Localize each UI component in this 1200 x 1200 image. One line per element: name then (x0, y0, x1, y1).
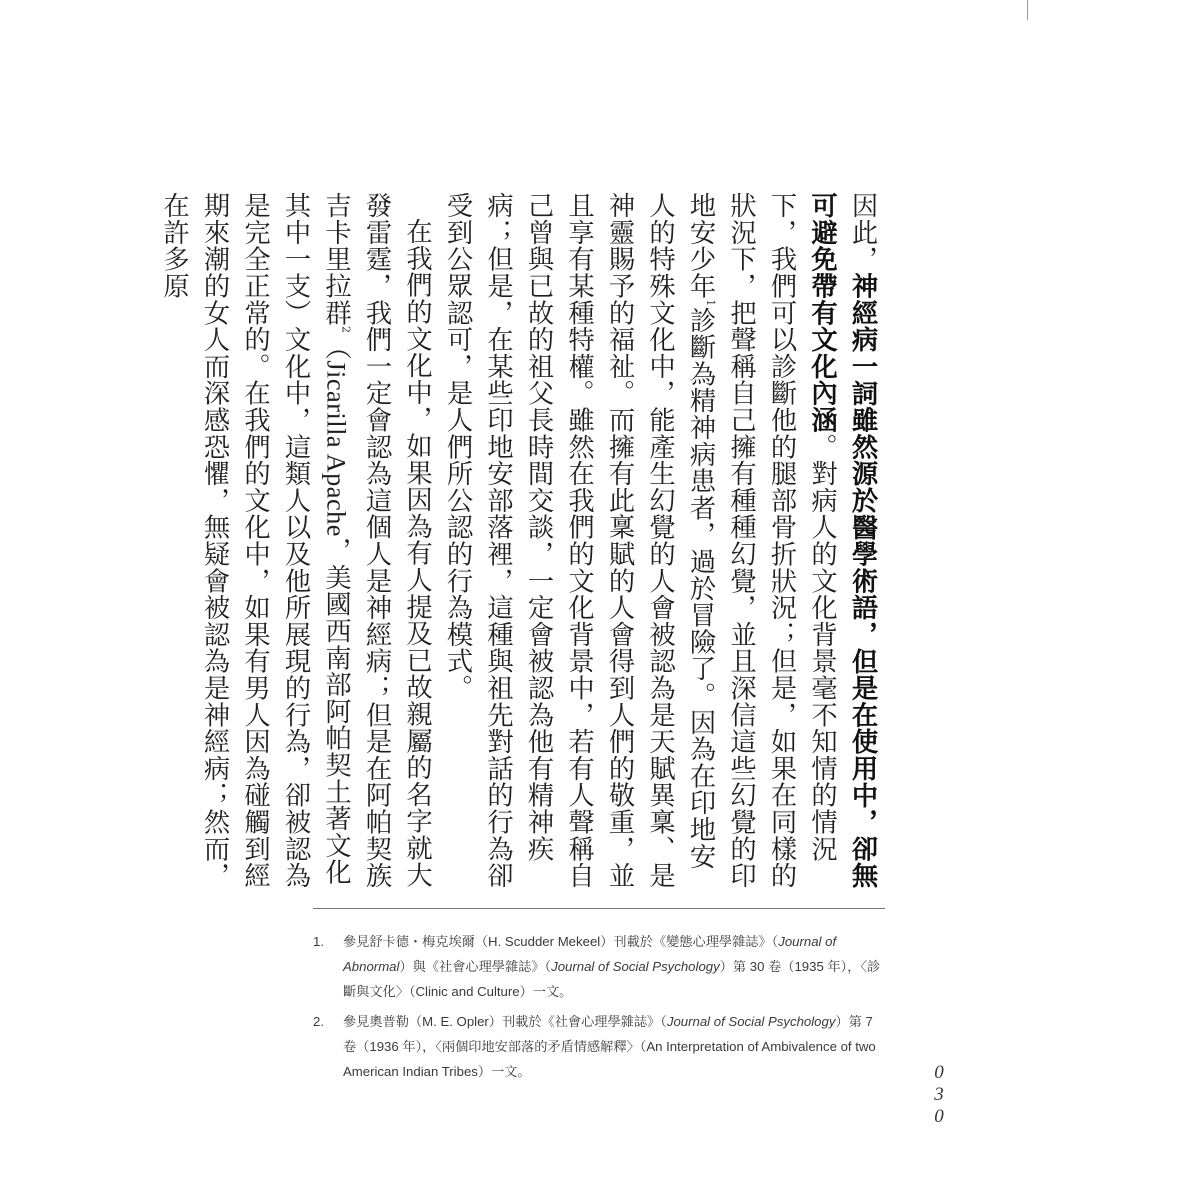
page-number-digit: 0 (934, 1106, 944, 1127)
page-number-digit: 3 (934, 1084, 944, 1105)
paragraph-2-text-3: ，美國西南部阿帕契土著文化其中一支）文化中，這類人以及他所展現的行為，卻被認為是完全正常的。在我們的文化中，如果有男人因為碰觸到經期來潮的女人而深感恐懼，無疑會被認為是神經病；然而，在許多原 (158, 192, 351, 889)
footnote-text-part: ）與《社會心理學雜誌》（ (399, 959, 552, 974)
paragraph-1 (437, 192, 883, 892)
footnote-2 (313, 1009, 885, 1084)
footnote-text-part: ）第 30 卷（1935 年），〈診斷與文化〉（Clinic and Culture）一文。 (343, 959, 881, 999)
journal-title: Journal of Social Psychology (551, 959, 720, 974)
journal-title: Journal of Social Psychology (666, 1014, 836, 1029)
paragraph-2-text-1: 在我們的文化中，如果因為有人提及已故親屬的名字就大發雷霆，我們一定會認為這個人是神經病；但是在阿帕契族吉卡里拉群 (320, 192, 432, 889)
footnote-number: 1. (313, 934, 324, 949)
footnote-divider (313, 908, 885, 909)
footnote-text-part: 參見奧普勒（M. E. Opler）刊載於《社會心理學雜誌》（ (343, 1014, 667, 1029)
page-edge-mark (1027, 0, 1028, 20)
page-number (928, 1062, 950, 1128)
journal-title: Journal of Abnormal (343, 934, 837, 974)
latin-term: Jicarilla Apache (321, 360, 351, 537)
bold-emphasis: 神經病一詞雖然源於醫學術語，但是在使用中，卻無可避免帶有文化內涵 (806, 192, 877, 889)
footnote-number: 2. (313, 1014, 324, 1029)
paragraph-1-lead: 因此， (847, 192, 877, 273)
paragraph-1-text-2: 診斷為精神病患者，過於冒險了。因為在印地安人的特殊文化中，能產生幻覺的人會被認為是天賦異稟、是神靈賜予的福祉。而擁有此稟賦的人會得到人們的敬重，並且享有某種特權。雖然在我們的文化背景中，若有人聲稱自己曾與已故的祖父長時間交談，一定會被認為他有精神疾病；但是，在某些印地安部落裡，這種與祖先對話的行為卻受到公眾認可，是人們所公認的行為模式。 (442, 192, 715, 889)
footnote-1 (313, 929, 885, 1004)
footnote-text (343, 1009, 885, 1084)
footnote-ref-1[interactable]: 1 (703, 299, 717, 307)
body-text (158, 192, 882, 892)
footnotes (313, 929, 885, 1089)
paragraph-2 (153, 192, 437, 892)
footnote-text-part: 參見舒卡德・梅克埃爾（H. Scudder Mekeel）刊載於《變態心理學雜誌》（ (343, 934, 779, 949)
paragraph-2-text-2: （ (320, 333, 351, 361)
paragraph-1-text-1: 。對病人的文化背景毫不知情的情況下，我們可以診斷他的腿部骨折狀況；但是，如果在同樣的狀況下，把聲稱自己擁有種種幻覺，並且深信這些幻覺的印地安少年 (685, 192, 837, 889)
page-number-digit: 0 (934, 1062, 944, 1083)
footnote-ref-2[interactable]: 2 (339, 326, 353, 334)
footnote-text (343, 929, 885, 1004)
footnote-text-part: ）第 7 卷（1936 年），〈兩個印地安部落的矛盾情感解釋〉（An Interpretation of Ambivalence of two American Indian Tribes）一文。 (343, 1014, 876, 1079)
